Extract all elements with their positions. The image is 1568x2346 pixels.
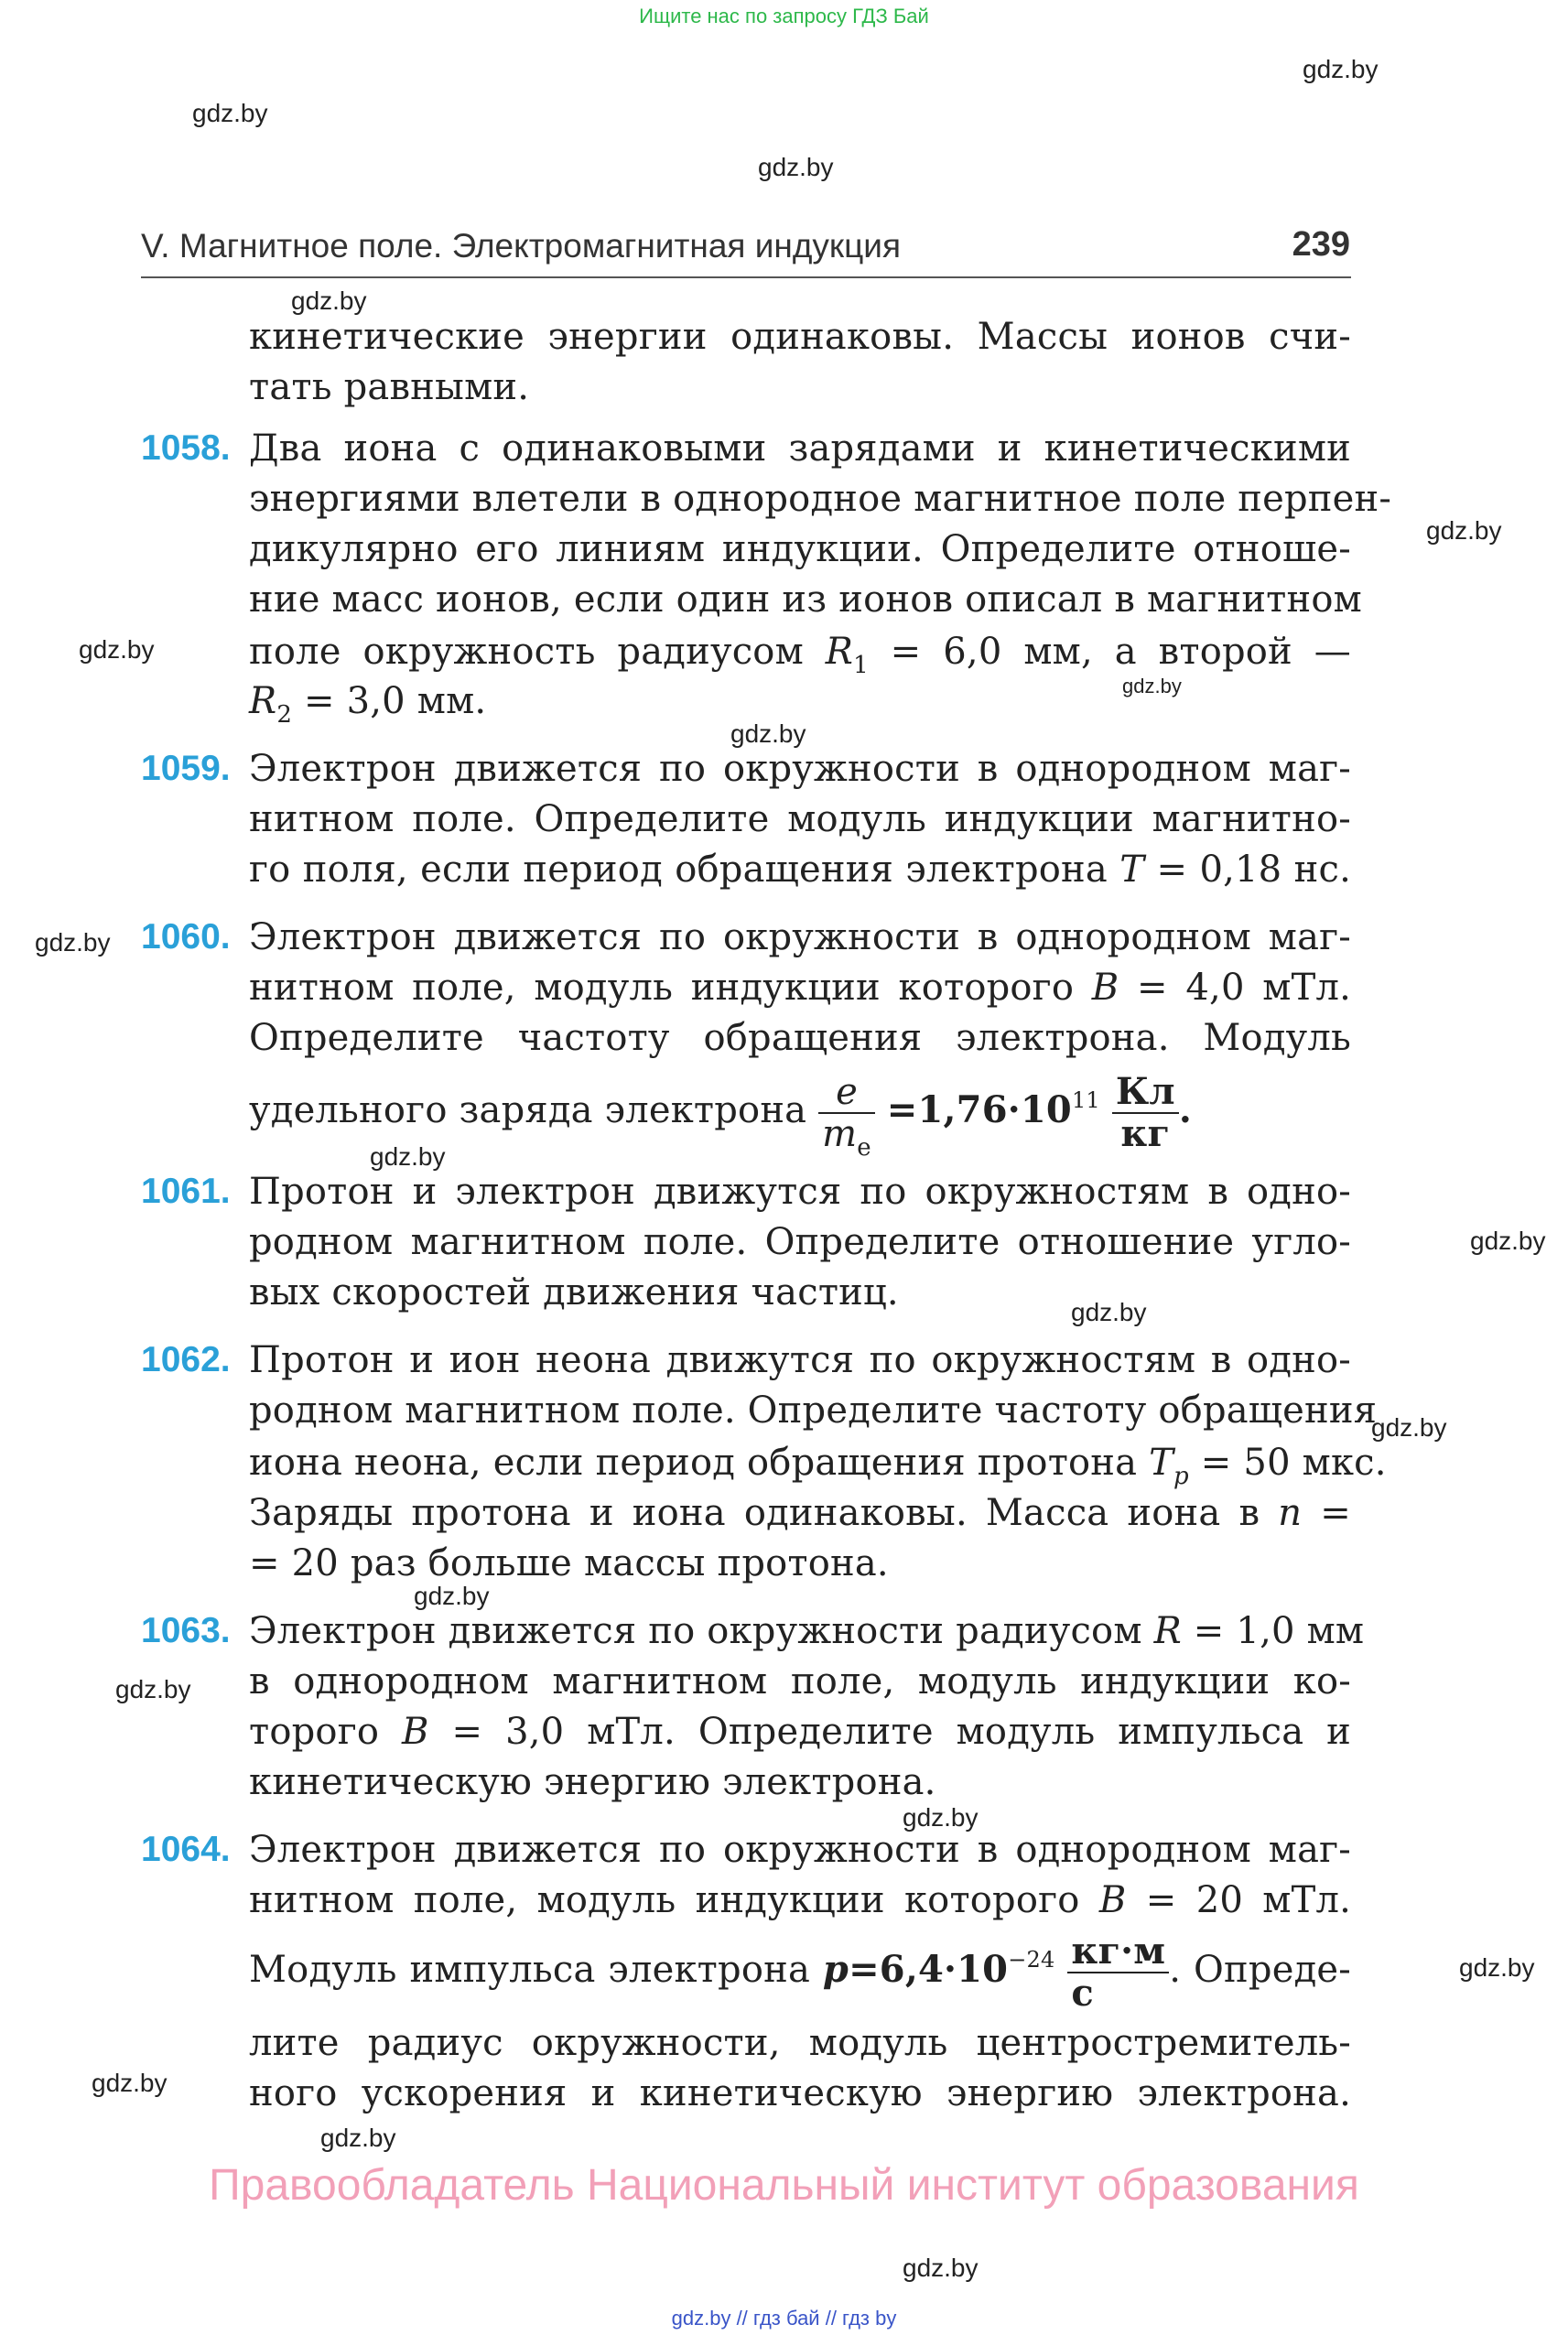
watermark: gdz.by bbox=[758, 153, 834, 181]
text-line: поле окружность радиусом $R_1 = 6,0$ мм, а второй — bbox=[249, 631, 1351, 679]
watermark: gdz.by bbox=[1470, 1227, 1546, 1255]
text-line: в однородном магнитном поле, модуль индукции ко- bbox=[249, 1660, 1351, 1703]
problem-number: 1060. bbox=[141, 917, 231, 957]
text-line: нитном поле, модуль индукции которого B = 20 мТл. bbox=[249, 1879, 1351, 1921]
text-line: кинетическую энергию электрона. bbox=[249, 1761, 936, 1803]
text-line: иона неона, если период обращения протона $T_p = 50$ мкс. bbox=[249, 1442, 1387, 1490]
problem-number: 1059. bbox=[141, 749, 231, 788]
text-line: энергиями влетели в однородное магнитное поле перпен- bbox=[249, 478, 1392, 520]
top-banner[interactable]: Ищите нас по запросу ГДЗ Бай bbox=[639, 5, 929, 27]
fraction: $\frac{e}{m_e}$ bbox=[818, 1072, 875, 1154]
text-line: торого B = 3,0 мТл. Определите модуль импульса и bbox=[249, 1711, 1351, 1753]
text-line: Заряды протона и иона одинаковы. Масса иона в n = bbox=[249, 1492, 1351, 1534]
watermark: gdz.by bbox=[1371, 1413, 1447, 1442]
text-line: Электрон движется по окружности в однородном маг- bbox=[249, 748, 1351, 790]
problem-number: 1063. bbox=[141, 1611, 231, 1650]
watermark: gdz.by bbox=[1122, 675, 1182, 697]
text-line: ного ускорения и кинетическую энергию электрона. bbox=[249, 2072, 1351, 2114]
watermark: gdz.by bbox=[1303, 55, 1379, 83]
chapter-title: V. Магнитное поле. Электромагнитная индукция bbox=[141, 227, 901, 265]
text-line: Электрон движется по окружности в однородном маг- bbox=[249, 916, 1351, 958]
watermark: gdz.by bbox=[1426, 516, 1502, 545]
text-line: $R_2 = 3,0$ мм. bbox=[249, 680, 487, 729]
watermark: gdz.by bbox=[730, 719, 806, 748]
watermark: gdz.by bbox=[35, 928, 111, 957]
copyright-notice: Правообладатель Национальный институт образования bbox=[209, 2161, 1359, 2210]
text-line: = 20 раз больше массы протона. bbox=[249, 1542, 889, 1584]
text-line: Электрон движется по окружности радиусом R = 1,0 мм bbox=[249, 1610, 1365, 1652]
footer-links[interactable]: gdz.by // гдз бай // гдз by bbox=[671, 2307, 897, 2330]
unit-fraction: $\frac{кг\cdot м}{с}$ bbox=[1067, 1931, 1169, 2014]
watermark: gdz.by bbox=[370, 1142, 446, 1171]
text-line: лите радиус окружности, модуль центростремитель- bbox=[249, 2022, 1351, 2064]
text-line: нитном поле. Определите модуль индукции магнитно- bbox=[249, 798, 1351, 840]
watermark: gdz.by bbox=[115, 1675, 191, 1703]
text-line: нитном поле, модуль индукции которого B = 4,0 мТл. bbox=[249, 967, 1351, 1009]
watermark: gdz.by bbox=[903, 2254, 979, 2282]
text-line: тать равными. bbox=[249, 366, 530, 408]
page-number: 239 bbox=[1292, 225, 1350, 264]
text-line: Два иона с одинаковыми зарядами и кинетическими bbox=[249, 427, 1351, 470]
text-line: го поля, если период обращения электрона T = 0,18 нс. bbox=[249, 849, 1351, 891]
watermark: gdz.by bbox=[79, 635, 155, 664]
text-line: родном магнитном поле. Определите частоту обращения bbox=[249, 1389, 1378, 1432]
text-line: родном магнитном поле. Определите отношение угло- bbox=[249, 1221, 1351, 1263]
watermark: gdz.by bbox=[320, 2124, 396, 2152]
text-line: Протон и электрон движутся по окружностям в одно- bbox=[249, 1171, 1351, 1213]
watermark: gdz.by bbox=[414, 1582, 490, 1610]
text-line: кинетические энергии одинаковы. Массы ионов счи- bbox=[249, 316, 1351, 358]
text-line: вых скоростей движения частиц. bbox=[249, 1271, 899, 1314]
text-line: дикулярно его линиям индукции. Определите отноше- bbox=[249, 528, 1351, 570]
problem-number: 1058. bbox=[141, 428, 231, 468]
watermark: gdz.by bbox=[92, 2069, 168, 2097]
watermark: gdz.by bbox=[1459, 1953, 1535, 1982]
watermark: gdz.by bbox=[1071, 1298, 1147, 1326]
problem-number: 1064. bbox=[141, 1830, 231, 1869]
text-line: Электрон движется по окружности в однородном маг- bbox=[249, 1829, 1351, 1871]
problem-number: 1062. bbox=[141, 1340, 231, 1379]
formula-line: Модуль импульса электрона $p=6,4\cdot 10^{-24}$ $\frac{кг\cdot м}{с}$ . Опреде- bbox=[249, 1930, 1351, 2015]
watermark: gdz.by bbox=[291, 286, 367, 315]
unit-fraction: $\frac{Кл}{кг}$ bbox=[1112, 1072, 1179, 1154]
text-line: Определите частоту обращения электрона. Модуль bbox=[249, 1017, 1351, 1059]
watermark: gdz.by bbox=[903, 1803, 979, 1832]
watermark: gdz.by bbox=[192, 99, 268, 127]
text-line: Протон и ион неона движутся по окружностям в одно- bbox=[249, 1339, 1351, 1381]
text-line: ние масс ионов, если один из ионов описал в магнитном bbox=[249, 578, 1362, 621]
problem-number: 1061. bbox=[141, 1172, 231, 1211]
header-divider bbox=[141, 276, 1351, 278]
formula-line: удельного заряда электрона $\frac{e}{m_e}$ $=1,76\cdot 10^{11}$ $\frac{Кл}{кг}$ . bbox=[249, 1070, 1192, 1162]
